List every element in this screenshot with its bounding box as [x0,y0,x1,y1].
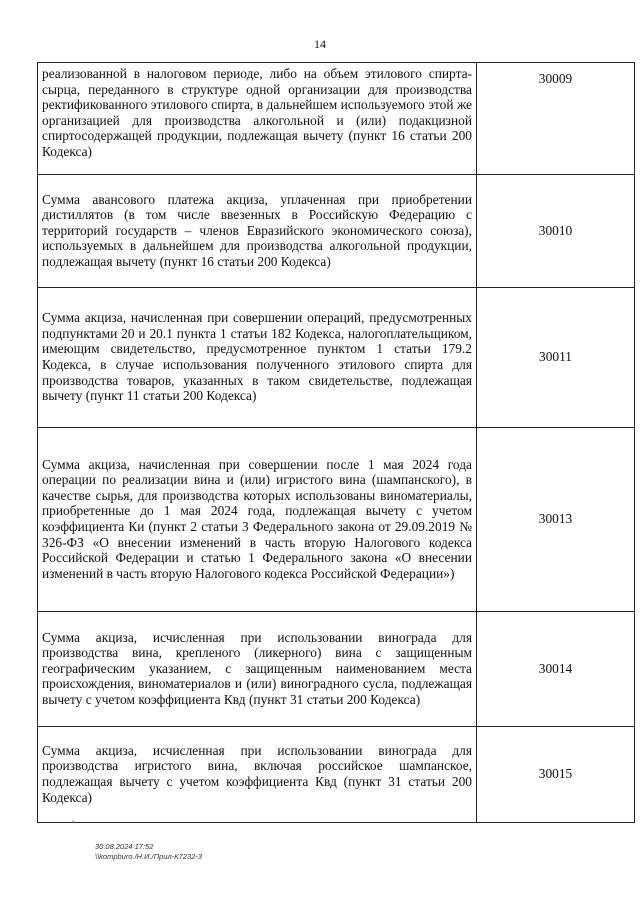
row-description: Сумма акциза, исчисленная при использовании винограда для производства игристого вина, включая российское шампанское, подлежащая вычету с учетом коэффициента Квд (пункт 31 статьи 200 Кодекса) [38,727,477,823]
row-description: Сумма авансового платежа акциза, уплаченная при приобретении дистиллятов (в том числе ввезенных в Российскую Федерацию с территорий государств – членов Евразийского экономического союза), используемых в дальнейшем для производства алкогольной продукции, подлежащая вычету (пункт 16 статьи 200 Кодекса) [38,175,477,288]
row-description: Сумма акциза, исчисленная при использовании винограда для производства вина, крепленого (ликерного) вина с защищенным географическим указанием, с защищенным наименованием места происхождения, виноматериалов и (или) виноградного сусла, подлежащая вычету с учетом коэффициента Квд (пункт 31 статьи 200 Кодекса) [38,612,477,727]
table-row [38,612,635,727]
row-code: 30013 [477,428,635,612]
table-row [38,727,635,823]
table-row [38,288,635,428]
codes-table [37,62,635,823]
page-number: 14 [314,37,326,51]
document-footer [95,842,202,862]
footer-timestamp: 30.08.2024 17:52 [95,842,154,851]
row-description: реализованной в налоговом периоде, либо на объем этилового спирта-сырца, переданного в структуре одной организации для производства ректификованного этилового спирта, в дальнейшем используемого этой же организацией для производства алкогольной и (или) подакцизной спиртосодержащей продукции, подлежащая вычету (пункт 16 статьи 200 Кодекса) [38,63,477,175]
table-row [38,428,635,612]
row-description: Сумма акциза, начисленная при совершении после 1 мая 2024 года операции по реализации вина и (или) игристого вина (шампанского), в качестве сырья, для производства которых использованы виноматериалы, приобретенные до 1 мая 2024 года, подлежащая вычету с учетом коэффициента Ки (пункт 2 статьи 3 Федерального закона от 29.09.2019 № 326-ФЗ «О внесении изменений в часть вторую Налогового кодекса Российской Федерации и статью 1 Федерального закона «О внесении изменений в часть вторую Налогового кодекса Российской Федерации») [38,428,477,612]
row-code: 30011 [477,288,635,428]
footer-path: \\kompburo /Н.И./Прил-К7232-3 [95,852,202,861]
row-code: 30014 [477,612,635,727]
scan-mark: ƨ [72,819,75,825]
row-code: 30015 [477,727,635,823]
table-row [38,63,635,175]
row-description: Сумма акциза, начисленная при совершении операций, предусмотренных подпунктами 20 и 20.1 пункта 1 статьи 182 Кодекса, налогоплательщиком, имеющим свидетельство, предусмотренное пунктом 1 статьи 179.2 Кодекса, в случае использования полученного этилового спирта для производства товаров, указанных в таком свидетельстве, подлежащая вычету (пункт 11 статьи 200 Кодекса) [38,288,477,428]
row-code: 30010 [477,175,635,288]
table-row [38,175,635,288]
row-code: 30009 [477,63,635,175]
